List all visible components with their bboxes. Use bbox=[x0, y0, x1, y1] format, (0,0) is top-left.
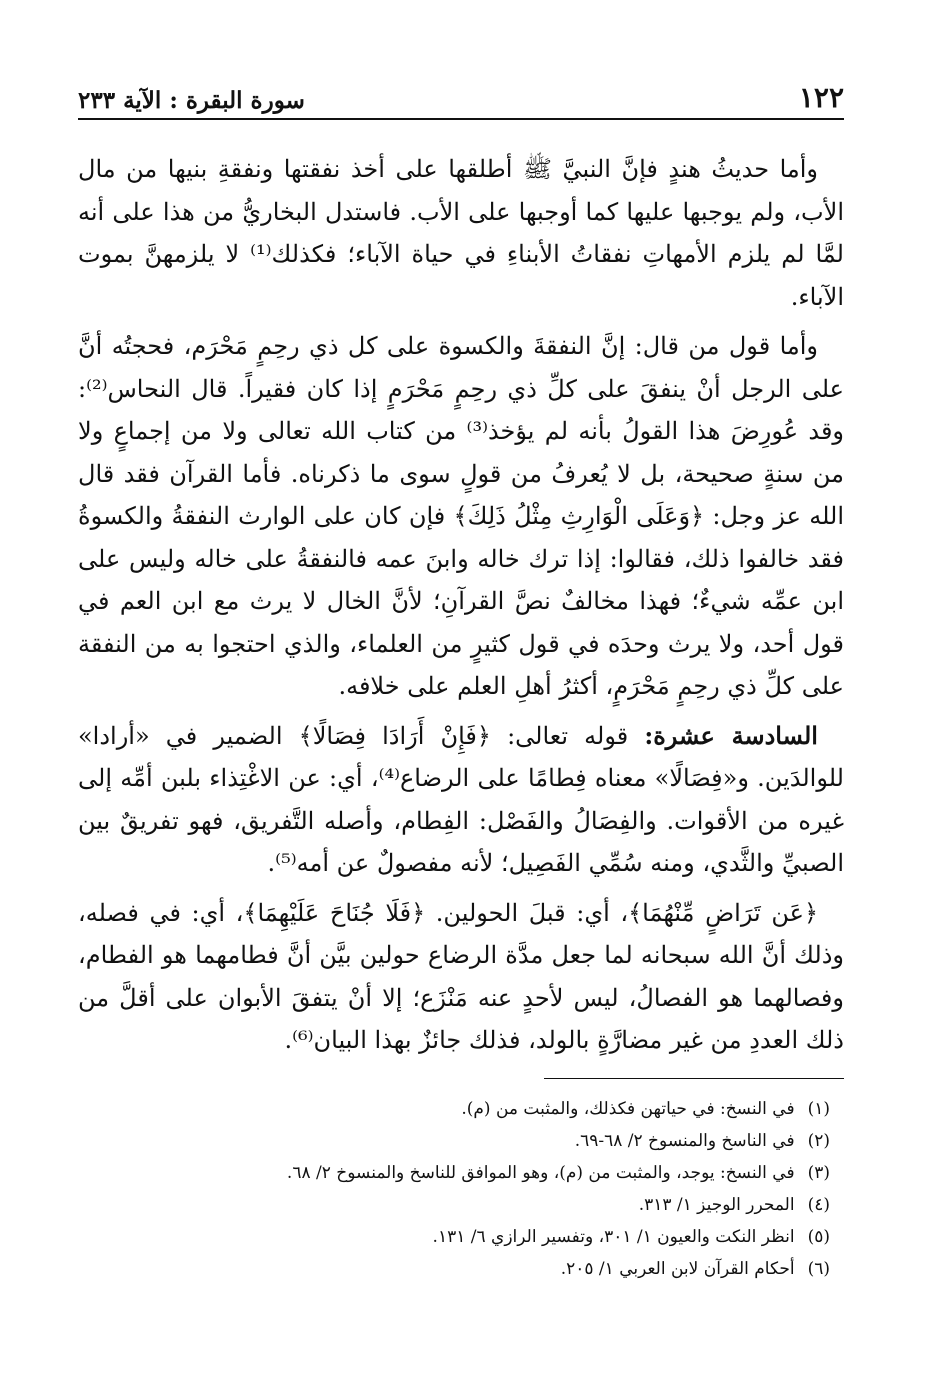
paragraph-hind-hadith: وأما حديثُ هندٍ فإنَّ النبيَّ ﷺ أطلقها على أخذ نفقتها ونفقةِ بنيها من مال الأب، ولم يوجبها عليها كما أوجبها على الأب. فاستدل البخاريُّ من هذا على أنه لمَّا لم يلزم الأمهاتِ نفقاتُ الأبناءِ في حياة الآباء؛ فكذلك⁽¹⁾ لا يلزمهنَّ بموت الآباء. bbox=[78, 155, 844, 311]
footnote-number: (٣) bbox=[807, 1162, 830, 1183]
footnote-item bbox=[78, 1157, 844, 1189]
footnote-item bbox=[78, 1253, 844, 1285]
footnote-text: انظر النكت والعيون ١/ ٣٠١، وتفسير الرازي ٦/ ١٣١. bbox=[432, 1226, 795, 1247]
section-text: قوله تعالى: ﴿فَإِنْ أَرَادَا فِصَالًا﴾ الضمير في «أرادا» للوالدَين. و«فِصَالًا» معناه فِطامًا على الرضاع⁽⁴⁾، أي: عن الاغْتِذاء بلبن أمِّه إلى غيره من الأقوات. والفِصَالُ والفَصْل: الفِطام، وأصله التَّفريق، فهو تفريقٌ بين الصبيِّ والثَّدي، ومنه سُمِّي الفَصِيل؛ لأنه مفصولٌ عن أمه⁽⁵⁾. bbox=[78, 721, 844, 877]
footnote-text: في النسخ: في حياتهن فكذلك، والمثبت من (م). bbox=[461, 1098, 795, 1119]
footnote-number: (٥) bbox=[807, 1226, 830, 1247]
footnote-number: (٢) bbox=[807, 1130, 830, 1151]
footnote-item bbox=[78, 1189, 844, 1221]
footnote-number: (٤) bbox=[807, 1194, 830, 1215]
footnote-item bbox=[78, 1093, 844, 1125]
section-heading: السادسة عشرة: bbox=[644, 720, 818, 750]
footnotes bbox=[78, 1093, 844, 1285]
footnote-divider bbox=[544, 1078, 844, 1079]
footnote-text: في الناسخ والمنسوخ ٢/ ٦٨-٦٩. bbox=[574, 1130, 795, 1151]
book-page bbox=[78, 74, 844, 1285]
main-text bbox=[78, 148, 844, 1062]
footnote-number: (٦) bbox=[807, 1258, 830, 1279]
paragraph-dhi-rahim: وأما قول من قال: إنَّ النفقةَ والكسوة على كل ذي رحِمٍ مَحْرَم، فحجتُه أنَّ على الرجل أنْ ينفقَ على كلِّ ذي رحِمٍ مَحْرَمٍ إذا كان فقيراً. قال النحاس⁽²⁾: وقد عُورِضَ هذا القولُ بأنه لم يؤخذ⁽³⁾ من كتاب الله تعالى ولا من إجماعٍ ولا من سنةٍ صحيحة، بل لا يُعرفُ من قولٍ سوى ما ذكرناه. فأما القرآن فقد قال الله عز وجل: ﴿وَعَلَى الْوَارِثِ مِثْلُ ذَلِكَ﴾ فإن كان على الوارث النفقةُ والكسوةُ فقد خالفوا ذلك، فقالوا: إذا ترك خاله وابنَ عمه فالنفقةُ على خاله وليس على ابن عمِّه شيءٌ؛ فهذا مخالفٌ نصَّ القرآنِ؛ لأنَّ الخال لا يرث مع ابن العم في قول أحد، ولا يرث وحدَه في قول كثيرٍ من العلماء، والذي احتجوا به من النفقة على كلِّ ذي رحِمٍ مَحْرَمٍ، أكثرُ أهلِ العلم على خلافه. bbox=[78, 332, 845, 700]
footnote-text: أحكام القرآن لابن العربي ١/ ٢٠٥. bbox=[560, 1258, 795, 1279]
footnote-number: (١) bbox=[807, 1098, 830, 1119]
footnote-text: في النسخ: يوجد، والمثبت من (م)، وهو الموافق للناسخ والمنسوخ ٢/ ٦٨. bbox=[286, 1162, 795, 1183]
footnote-item bbox=[78, 1221, 844, 1253]
paragraph-section-sixteen bbox=[78, 715, 844, 885]
surah-title: سورة البقرة : الآية ٢٣٣ bbox=[78, 87, 305, 114]
footnote-text: المحرر الوجيز ١/ ٣١٣. bbox=[638, 1194, 795, 1215]
running-header bbox=[78, 74, 844, 120]
footnote-item bbox=[78, 1125, 844, 1157]
page-number: ١٢٢ bbox=[798, 81, 844, 114]
paragraph-final: ﴿عَن تَرَاضٍ مِّنْهُمَا﴾، أي: قبلَ الحولين. ﴿فَلَا جُنَاحَ عَلَيْهِمَا﴾، أي: في فصله، وذلك أنَّ الله سبحانه لما جعل مدَّة الرضاع حولين بيَّن أنَّ فطامهما هو الفطام، وفصالهما هو الفصالُ، ليس لأحدٍ عنه مَنْزَع؛ إلا أنْ يتفقَ الأبوان على أقلَّ من ذلك العددِ من غير مضارَّةٍ بالولد، فذلك جائزٌ بهذا البيان⁽⁶⁾. bbox=[78, 898, 844, 1054]
